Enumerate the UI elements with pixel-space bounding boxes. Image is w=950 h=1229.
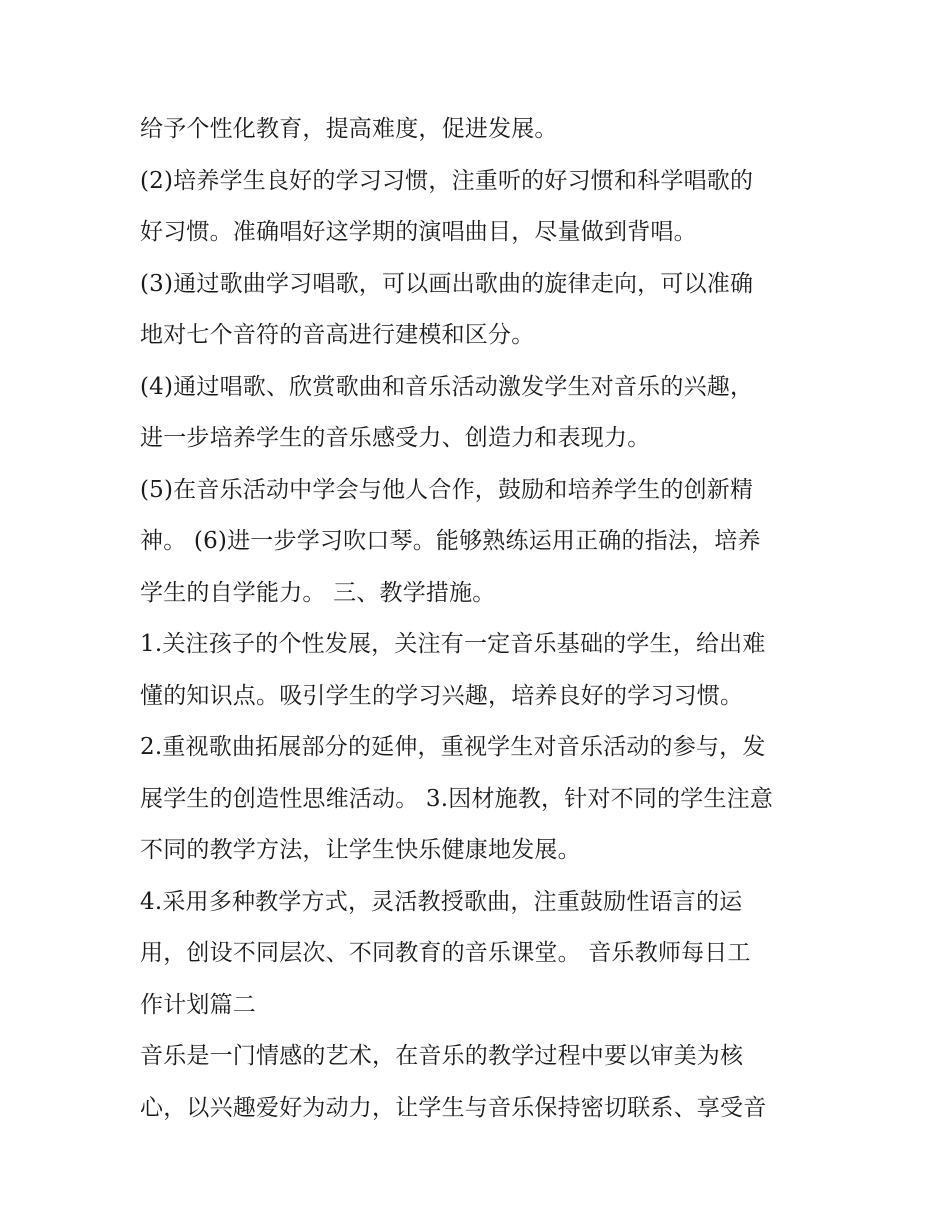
- text-line: (2)培养学生良好的学习习惯，注重听的好习惯和科学唱歌的: [140, 167, 754, 194]
- text-line: 1.关注孩子的个性发展，关注有一定音乐基础的学生，给出难: [140, 631, 766, 657]
- text-line: 好习惯。准确唱好这学期的演唱曲目，尽量做到背唱。: [140, 219, 697, 245]
- text-line: (3)通过歌曲学习唱歌，可以画出歌曲的旋律走向，可以准确: [140, 270, 754, 297]
- text-line: 地对七个音符的音高进行建模和区分。: [140, 322, 535, 348]
- text-line: 学生的自学能力。 三、教学措施。: [140, 579, 496, 606]
- text-line: 2.重视歌曲拓展部分的延伸，重视学生对音乐活动的参与，发: [140, 734, 766, 760]
- text-line: 神。 (6)进一步学习吹口琴。能够熟练运用正确的指法，培养: [140, 528, 761, 554]
- text-line: 音乐是一门情感的艺术，在音乐的教学过程中要以审美为核: [140, 1043, 744, 1069]
- text-line: 用，创设不同层次、不同教育的音乐课堂。 音乐教师每日工: [140, 940, 751, 966]
- text-line: 给予个性化教育，提高难度，促进发展。: [140, 116, 558, 142]
- text-line: (5)在音乐活动中学会与他人合作，鼓励和培养学生的创新精: [140, 476, 754, 503]
- text-line: 4.采用多种教学方式，灵活教授歌曲，注重鼓励性语言的运: [140, 888, 743, 915]
- text-line: (4)通过唱歌、欣赏歌曲和音乐活动激发学生对音乐的兴趣，: [140, 373, 754, 400]
- text-line: 心，以兴趣爱好为动力，让学生与音乐保持密切联系、享受音: [140, 1094, 767, 1121]
- text-line: 进一步培养学生的音乐感受力、创造力和表现力。: [140, 425, 651, 451]
- text-line: 作计划篇二: [140, 991, 256, 1018]
- text-line: 展学生的创造性思维活动。 3.因材施教，针对不同的学生注意: [140, 785, 774, 812]
- text-line: 懂的知识点。吸引学生的学习兴趣，培养良好的学习习惯。: [140, 682, 744, 709]
- text-line: 不同的教学方法，让学生快乐健康地发展。: [140, 837, 581, 863]
- document-body: [140, 104, 830, 1134]
